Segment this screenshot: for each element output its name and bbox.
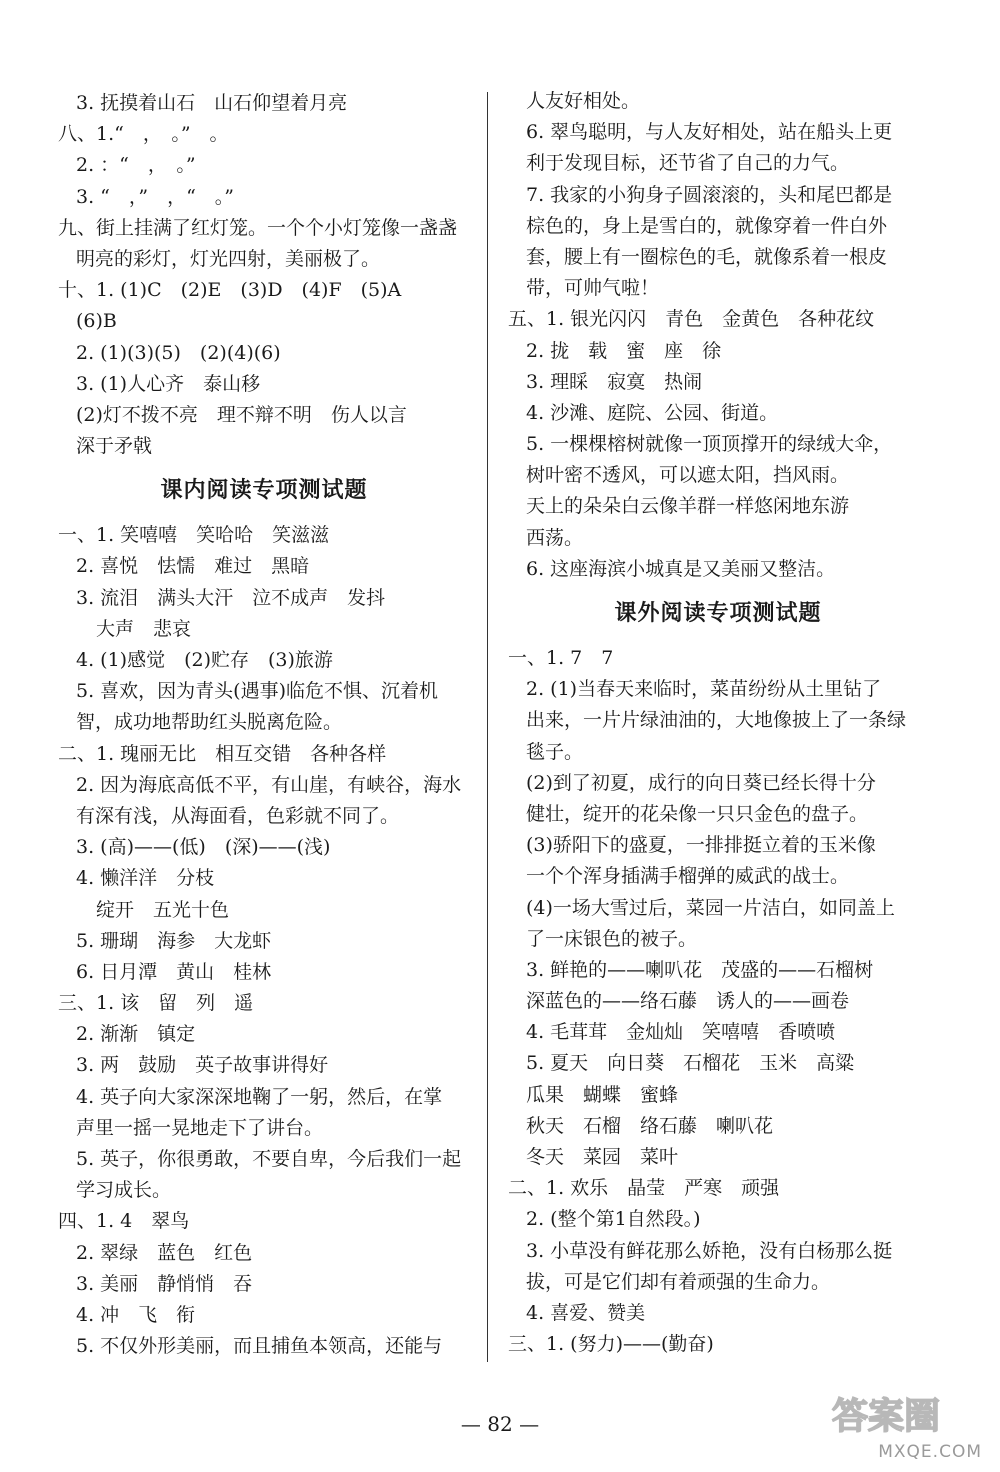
answer-line: 冬天 菜园 菜叶 <box>526 1146 679 1168</box>
section-heading: 课外阅读专项测试题 <box>614 601 822 626</box>
answer-line: 明亮的彩灯，灯光四射，美丽极了。 <box>76 247 381 270</box>
answer-line: 5. 不仅外形美丽，而且捕鱼本领高，还能与 <box>76 1335 443 1358</box>
answer-line: 6. 这座海滨小城真是又美丽又整洁。 <box>526 557 836 580</box>
left-column <box>58 88 470 1362</box>
answer-line: 一、1. 7 7 <box>508 647 614 669</box>
answer-line: 深蓝色的——络石藤 诱人的——画卷 <box>526 990 850 1013</box>
answer-line: 3. 理睬 寂寞 热闹 <box>526 370 703 393</box>
answer-line: 秋天 石榴 络石藤 喇叭花 <box>526 1114 774 1137</box>
right-column <box>508 86 928 1360</box>
answer-line: 4. 喜爱、赞美 <box>526 1301 646 1324</box>
page-number: — 82 — <box>460 1412 540 1436</box>
answer-line: 树叶密不透风，可以遮太阳，挡风雨。 <box>526 464 850 487</box>
answer-line: 拔，可是它们却有着顽强的生命力。 <box>526 1270 831 1293</box>
answer-line: (3)骄阳下的盛夏，一排排挺立着的玉米像 <box>526 834 876 857</box>
answer-line: 2. 翠绿 蓝色 红色 <box>76 1241 253 1264</box>
answer-line: 5. 夏天 向日葵 石榴花 玉米 高粱 <box>526 1052 855 1075</box>
answer-line: 3. (高)——(低) (深)——(浅) <box>76 836 331 859</box>
answer-line: 一、1. 笑嘻嘻 笑哈哈 笑滋滋 <box>58 524 330 547</box>
answer-line: 2. 拢 载 蜜 座 徐 <box>526 339 722 362</box>
answer-line: 出来，一片片绿油油的，大地像披上了一条绿 <box>526 709 907 732</box>
column-divider <box>487 92 488 1362</box>
answer-line: 智，成功地帮助红头脱离危险。 <box>76 711 343 734</box>
answer-line: (2)灯不拨不亮 理不辩不明 伤人以言 <box>76 403 407 426</box>
answer-line: 2. (1)当春天来临时，菜苗纷纷从土里钻了 <box>526 678 882 701</box>
answer-line: 四、1. 4 翠鸟 <box>58 1210 190 1233</box>
answer-line: 3. 美丽 静悄悄 吞 <box>76 1272 253 1295</box>
watermark-logo <box>796 1390 976 1438</box>
answer-line: 4. 英子向大家深深地鞠了一躬，然后，在掌 <box>76 1085 443 1108</box>
answer-line: 3. 两 鼓励 英子故事讲得好 <box>76 1054 329 1077</box>
answer-line: 4. 沙滩、庭院、公园、街道。 <box>526 401 779 424</box>
answer-line: 3. (1)人心齐 泰山移 <box>76 372 261 395</box>
answer-line: (4)一场大雪过后，菜园一片洁白，如同盖上 <box>526 896 895 919</box>
answer-line: 利于发现目标，还节省了自己的力气。 <box>526 152 850 175</box>
answer-line: 二、1. 瑰丽无比 相互交错 各种各样 <box>58 742 387 765</box>
answer-line: 5. 英子，你很勇敢，不要自卑，今后我们一起 <box>76 1148 462 1170</box>
answer-line: 天上的朵朵白云像羊群一样悠闲地东游 <box>526 495 850 518</box>
answer-line: 三、1. 该 留 列 遥 <box>58 992 254 1015</box>
answer-line: 5. 珊瑚 海参 大龙虾 <box>76 929 272 952</box>
answer-line: 有深有浅，从海面看，色彩就不同了。 <box>76 804 400 827</box>
answer-line: 2. 渐渐 镇定 <box>76 1023 196 1046</box>
answer-line: 三、1. (努力)——(勤奋) <box>508 1333 714 1356</box>
answer-line: 4. 冲 飞 衔 <box>76 1303 196 1326</box>
answer-line: 4. 毛茸茸 金灿灿 笑嘻嘻 香喷喷 <box>526 1021 836 1044</box>
answer-line: 深于矛戟 <box>76 435 153 458</box>
answer-line: 八、1.“ ， 。” 。 <box>58 123 229 146</box>
answer-line: 瓜果 蝴蝶 蜜蜂 <box>526 1083 679 1106</box>
answer-line: (2)到了初夏，成行的向日葵已经长得十分 <box>526 771 876 794</box>
answer-line: 4. 懒洋洋 分枝 <box>76 867 215 890</box>
answer-line: 7. 我家的小狗身子圆滚滚的，头和尾巴都是 <box>526 183 893 206</box>
answer-line: 人友好相处。 <box>526 90 641 112</box>
answer-line: 学习成长。 <box>76 1179 172 1202</box>
answer-line: 2. (1)(3)(5) (2)(4)(6) <box>76 341 281 364</box>
answer-line: 五、1. 银光闪闪 青色 金黄色 各种花纹 <box>508 308 875 331</box>
answer-line: 5. 喜欢，因为青头(遇事)临危不惧、沉着机 <box>76 680 438 703</box>
answer-line: 2. 因为海底高低不平，有山崖，有峡谷，海水 <box>76 773 462 796</box>
watermark <box>792 1390 982 1462</box>
answer-line: 了一床银色的被子。 <box>526 927 698 950</box>
answer-line: 套，腰上有一圈棕色的毛，就像系着一根皮 <box>526 245 888 268</box>
answer-line: 大声 悲哀 <box>96 617 192 640</box>
answer-line: 6. 翠鸟聪明，与人友好相处，站在船头上更 <box>526 121 893 144</box>
answer-line: 3. 抚摸着山石 山石仰望着月亮 <box>76 92 348 114</box>
answer-line: 健壮，绽开的花朵像一只只金色的盘子。 <box>526 802 869 825</box>
watermark-logo-text: 答案圈 <box>831 1396 941 1437</box>
answer-line: (6)B <box>76 310 117 333</box>
answer-line: 2. 喜悦 怯懦 难过 黑暗 <box>76 555 310 578</box>
answer-line: 毯子。 <box>526 740 584 763</box>
answer-line: 3. 鲜艳的——喇叭花 茂盛的——石榴树 <box>526 958 874 981</box>
answer-line: 二、1. 欢乐 晶莹 严寒 顽强 <box>508 1177 780 1200</box>
watermark-url: MXQE.COM <box>878 1442 982 1462</box>
answer-line: 5. 一棵棵榕树就像一顶顶撑开的绿绒大伞， <box>526 433 893 456</box>
answer-line: 西荡。 <box>526 526 584 549</box>
answer-line: 2. (整个第1自然段。) <box>526 1208 701 1231</box>
answer-line: 一个个浑身插满手榴弹的威武的战士。 <box>526 865 850 888</box>
answer-line: 十、1. (1)C (2)E (3)D (4)F (5)A <box>58 279 402 302</box>
answer-line: 声里一摇一晃地走下了讲台。 <box>76 1116 324 1139</box>
section-heading: 课内阅读专项测试题 <box>160 478 368 504</box>
answer-line: 3. 小草没有鲜花那么娇艳，没有白杨那么挺 <box>526 1239 893 1262</box>
answer-line: 带，可帅气啦！ <box>526 277 660 300</box>
answer-line: 绽开 五光十色 <box>96 898 230 921</box>
answer-line: 6. 日月潭 黄山 桂林 <box>76 960 272 983</box>
answer-line: 3. 流泪 满头大汗 泣不成声 发抖 <box>76 586 386 609</box>
answer-line: 九、街上挂满了红灯笼。一个个小灯笼像一盏盏 <box>58 216 458 239</box>
answer-line: 3. “ ，” ，“ 。” <box>76 185 235 208</box>
answer-line: 2. ：“ ， 。” <box>76 154 196 177</box>
answer-line: 棕色的，身上是雪白的，就像穿着一件白外 <box>526 214 888 237</box>
answer-line: 4. (1)感觉 (2)贮存 (3)旅游 <box>76 649 333 671</box>
